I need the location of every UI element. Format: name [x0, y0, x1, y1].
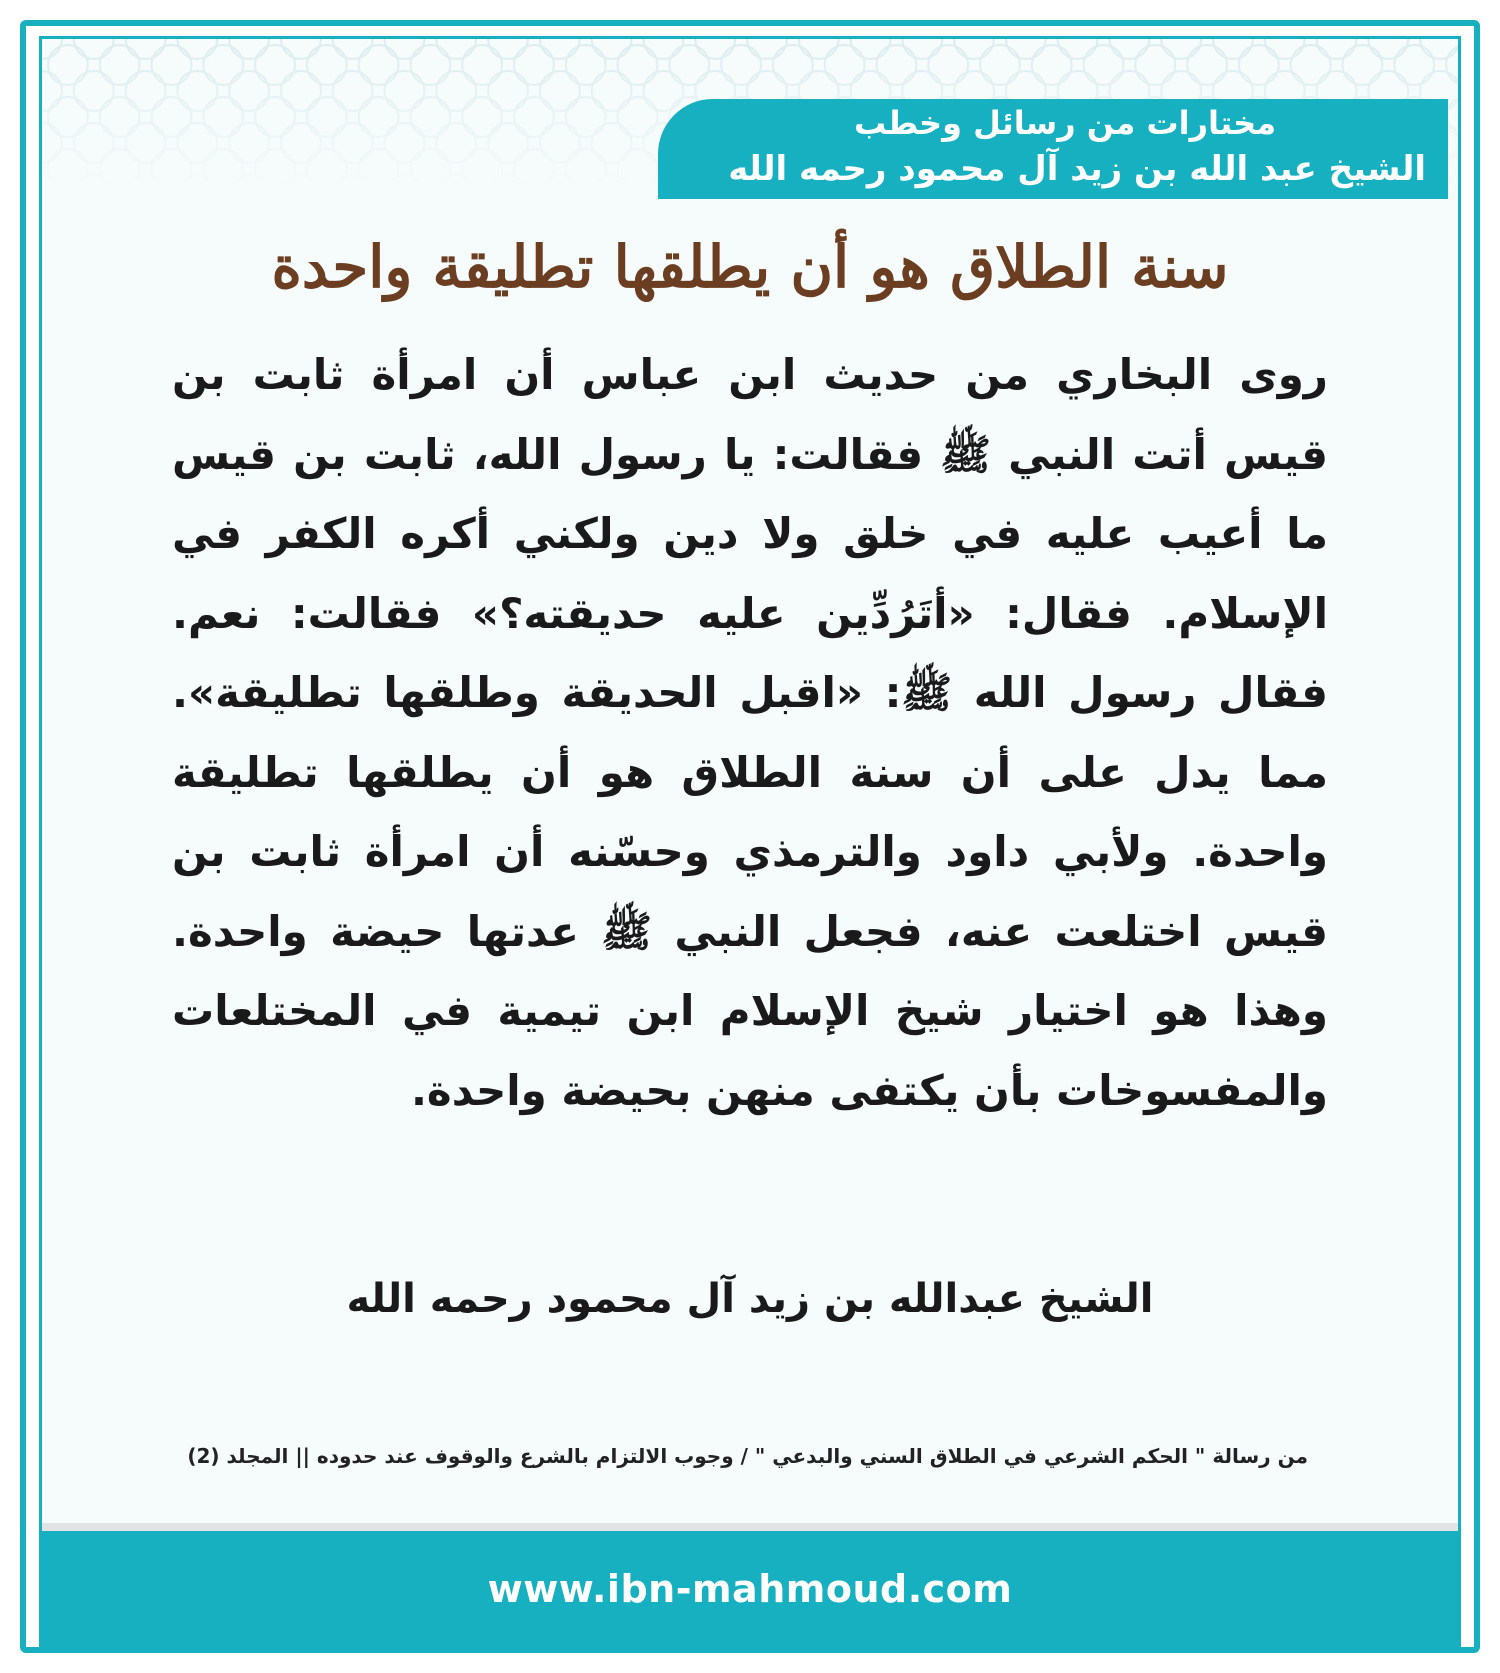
footer-divider [42, 1523, 1458, 1531]
body-paragraph: روى البخاري من حديث ابن عباس أن امرأة ثابت بن قيس أتت النبي ﷺ فقالت: يا رسول الله، ثابت بن قيس ما أعيب عليه في خلق ولا دين ولكني أكره الكفر في الإسلام. فقال: «أتَرُدِّين عليه حديقته؟» فقالت: نعم. فقال رسول الله ﷺ: «اقبل الحديقة وطلقها تطليقة». مما يدل على أن سنة الطلاق هو أن يطلقها تطليقة واحدة. ولأبي داود والترمذي وحسّنه أن امرأة ثابت بن قيس اختلعت عنه، فجعل النبي ﷺ عدتها حيضة واحدة. وهذا هو اختيار شيخ الإسلام ابن تيمية في المختلعات والمفسوخات بأن يكتفى منهن بحيضة واحدة. [172, 350, 1328, 1115]
signature: الشيخ عبدالله بن زيد آل محمود رحمه الله [346, 1276, 1154, 1322]
website-link[interactable]: www.ibn-mahmoud.com [487, 1567, 1013, 1611]
page-title: سنة الطلاق هو أن يطلقها تطليقة واحدة [271, 233, 1229, 301]
source-citation: من رسالة " الحكم الشرعي في الطلاق السني والبدعي " / وجوب الالتزام بالشرع والوقوف عند حدوده || المجلد (2) [187, 1444, 1308, 1468]
series-title: مختارات من رسائل وخطب [853, 104, 1276, 142]
author-name: الشيخ عبد الله بن زيد آل محمود رحمه الله [728, 149, 1426, 189]
footer-bar [42, 1531, 1458, 1647]
content-card [39, 36, 1461, 1650]
header-banner [658, 99, 1448, 199]
